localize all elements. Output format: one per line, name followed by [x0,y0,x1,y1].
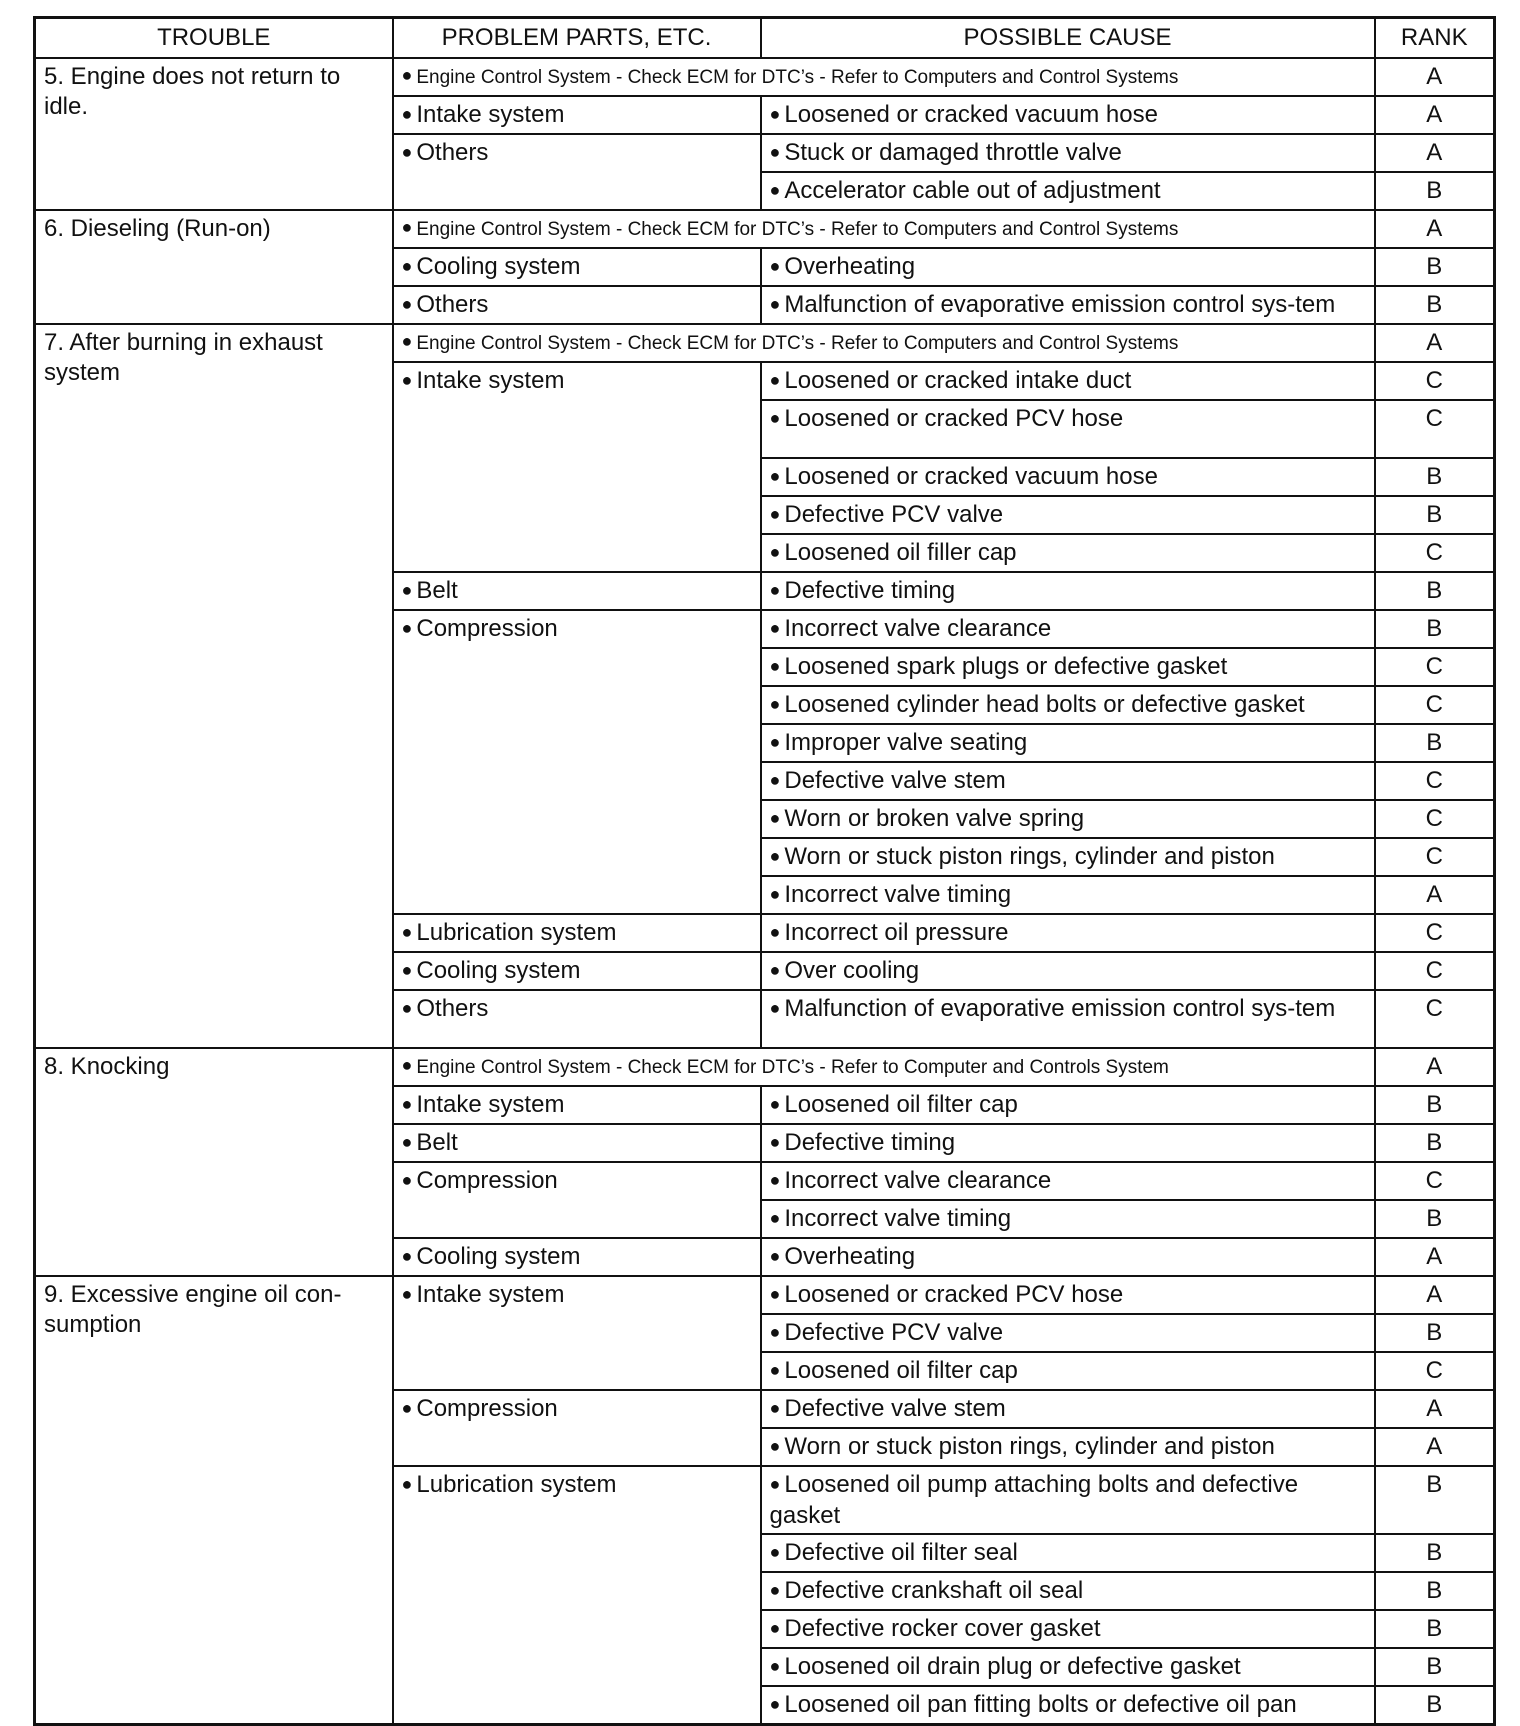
bullet-icon: ● [769,884,781,904]
rank-cell: B [1375,248,1495,286]
rank-cell: A [1375,876,1495,914]
cell-text: Belt [416,1129,458,1156]
rank-cell: B [1375,286,1495,324]
bullet-icon: ● [769,580,781,600]
bullet-icon: ● [401,618,413,638]
cell-text: Defective valve stem [784,767,1006,794]
rank-cell: A [1375,96,1495,134]
bullet-icon: ● [769,1618,781,1638]
cell-text: Others [416,995,489,1022]
possible-cause-cell [761,286,1375,324]
problem-part-cell [393,1086,761,1124]
bullet-icon: ● [769,1436,781,1456]
rank-cell: A [1375,1048,1495,1086]
bullet-icon: ● [769,770,781,790]
rank-cell: C [1375,400,1495,458]
cell-text: Loosened or cracked PCV hose [784,1281,1124,1308]
rank-cell: A [1375,1428,1495,1466]
cell-text: Belt [416,577,458,604]
rank-cell: B [1375,724,1495,762]
possible-cause-cell [761,952,1375,990]
possible-cause-cell [761,172,1375,210]
bullet-icon: ● [769,180,781,200]
bullet-icon: ● [769,694,781,714]
cell-text: Engine Control System - Check ECM for DTC’s - Refer to Computers and Control Systems [416,219,1179,240]
cell-text: Defective PCV valve [784,1319,1004,1346]
cell-text: Accelerator cable out of adjustment [784,177,1161,204]
bullet-icon: ● [769,1094,781,1114]
bullet-icon: ● [769,1208,781,1228]
rank-cell: C [1375,1352,1495,1390]
problem-part-cell [393,248,761,286]
problem-part-cell [393,572,761,610]
bullet-icon: ● [401,1170,413,1190]
bullet-icon: ● [769,142,781,162]
cell-text: Cooling system [416,957,581,984]
bullet-icon: ● [401,217,413,237]
possible-cause-cell [761,362,1375,400]
bullet-icon: ● [769,1474,781,1494]
rank-cell: B [1375,1314,1495,1352]
bullet-icon: ● [769,998,781,1018]
cell-text: Intake system [416,1091,565,1118]
bullet-icon: ● [769,1246,781,1266]
cell-text: Loosened or cracked vacuum hose [784,101,1158,128]
cell-text: Loosened cylinder head bolts or defective gasket [784,691,1305,718]
cell-text: Defective rocker cover gasket [784,1615,1101,1642]
bullet-icon: ● [769,542,781,562]
rank-cell: C [1375,362,1495,400]
problem-part-cell [393,1124,761,1162]
rank-cell: B [1375,1686,1495,1725]
ecm-cell [393,58,1375,96]
bullet-icon: ● [769,618,781,638]
bullet-icon: ● [401,142,413,162]
bullet-icon: ● [769,256,781,276]
cell-text: Loosened or cracked vacuum hose [784,463,1158,490]
rank-cell: B [1375,1572,1495,1610]
table-row [35,1276,1495,1314]
possible-cause-cell [761,1200,1375,1238]
bullet-icon: ● [769,656,781,676]
cell-text: Worn or stuck piston rings, cylinder and piston [784,843,1275,870]
possible-cause-cell [761,400,1375,458]
rank-cell: B [1375,172,1495,210]
bullet-icon: ● [769,1398,781,1418]
rank-cell: C [1375,686,1495,724]
rank-cell: A [1375,134,1495,172]
possible-cause-cell [761,724,1375,762]
bullet-icon: ● [769,504,781,524]
bullet-icon: ● [401,1094,413,1114]
cell-text: Loosened oil filter cap [784,1091,1018,1118]
rank-cell: A [1375,210,1495,248]
problem-part-cell [393,610,761,914]
bullet-icon: ● [401,65,413,85]
rank-cell: A [1375,1390,1495,1428]
bullet-icon: ● [401,1132,413,1152]
possible-cause-cell [761,496,1375,534]
cell-text: Incorrect valve timing [784,881,1012,908]
cell-text: Others [416,291,489,318]
possible-cause-cell [761,1162,1375,1200]
cell-text: Intake system [416,1281,565,1308]
bullet-icon: ● [769,1170,781,1190]
header-row [35,18,1495,59]
bullet-icon: ● [401,1474,413,1494]
bullet-icon: ● [401,998,413,1018]
bullet-icon: ● [401,256,413,276]
rank-cell: C [1375,838,1495,876]
cell-text: Incorrect valve clearance [784,1167,1052,1194]
possible-cause-cell [761,1352,1375,1390]
bullet-icon: ● [769,408,781,428]
possible-cause-cell [761,1238,1375,1276]
bullet-icon: ● [769,960,781,980]
cell-text: Defective PCV valve [784,501,1004,528]
possible-cause-cell [761,1534,1375,1572]
cell-text: Loosened oil filler cap [784,539,1017,566]
possible-cause-cell [761,1610,1375,1648]
cell-text: Cooling system [416,253,581,280]
possible-cause-cell [761,648,1375,686]
bullet-icon: ● [401,294,413,314]
rank-cell: C [1375,952,1495,990]
bullet-icon: ● [401,1284,413,1304]
cell-text: Worn or broken valve spring [784,805,1085,832]
possible-cause-cell [761,1648,1375,1686]
bullet-icon: ● [401,960,413,980]
possible-cause-cell [761,1314,1375,1352]
rank-cell: A [1375,1238,1495,1276]
possible-cause-cell [761,1572,1375,1610]
bullet-icon: ● [769,370,781,390]
cell-text: Incorrect oil pressure [784,919,1009,946]
cell-text: Defective timing [784,1129,956,1156]
possible-cause-cell [761,134,1375,172]
problem-part-cell [393,362,761,572]
cell-text: Incorrect valve clearance [784,615,1052,642]
trouble-cell: 9. Excessive engine oil con-sumption [35,1276,393,1725]
rank-cell: C [1375,762,1495,800]
problem-part-cell [393,1238,761,1276]
trouble-cell: 8. Knocking [35,1048,393,1276]
rank-cell: B [1375,458,1495,496]
bullet-icon: ● [401,922,413,942]
possible-cause-cell [761,248,1375,286]
bullet-icon: ● [769,732,781,752]
cell-text: Malfunction of evaporative emission control sys-tem [784,995,1336,1022]
ecm-cell [393,210,1375,248]
possible-cause-cell [761,1428,1375,1466]
possible-cause-cell [761,800,1375,838]
bullet-icon: ● [401,1246,413,1266]
cell-text: Compression [416,1395,558,1422]
possible-cause-cell [761,990,1375,1048]
bullet-icon: ● [769,808,781,828]
possible-cause-cell [761,1466,1375,1534]
bullet-icon: ● [769,1360,781,1380]
problem-part-cell [393,96,761,134]
cell-text: Lubrication system [416,1471,617,1498]
ecm-cell [393,324,1375,362]
table-row [35,58,1495,96]
problem-part-cell [393,1466,761,1725]
rank-cell: B [1375,1086,1495,1124]
rank-cell: B [1375,1648,1495,1686]
problem-part-cell [393,134,761,210]
rank-cell: C [1375,914,1495,952]
rank-cell: B [1375,1534,1495,1572]
possible-cause-cell [761,96,1375,134]
bullet-icon: ● [401,1055,413,1075]
problem-part-cell [393,1162,761,1238]
bullet-icon: ● [401,370,413,390]
cell-text: Engine Control System - Check ECM for DTC’s - Refer to Computer and Controls System [416,1057,1169,1078]
table-body [35,58,1495,1725]
rank-cell: C [1375,990,1495,1048]
possible-cause-cell [761,1086,1375,1124]
possible-cause-cell [761,1276,1375,1314]
bullet-icon: ● [401,1398,413,1418]
rank-cell: B [1375,572,1495,610]
possible-cause-cell [761,876,1375,914]
cell-text: Lubrication system [416,919,617,946]
cell-text: Loosened or cracked intake duct [784,367,1132,394]
cell-text: Incorrect valve timing [784,1205,1012,1232]
bullet-icon: ● [769,104,781,124]
cell-text: Loosened oil pan fitting bolts or defective oil pan [784,1691,1297,1718]
header-trouble: TROUBLE [35,18,393,59]
cell-text: Compression [416,1167,558,1194]
cell-text: Engine Control System - Check ECM for DTC’s - Refer to Computers and Control Systems [416,333,1179,354]
cell-text: Others [416,139,489,166]
header-rank: RANK [1375,18,1495,59]
cell-text: Intake system [416,101,565,128]
possible-cause-cell [761,458,1375,496]
possible-cause-cell [761,762,1375,800]
cell-text: Improper valve seating [784,729,1028,756]
rank-cell: A [1375,324,1495,362]
rank-cell: A [1375,58,1495,96]
possible-cause-cell [761,572,1375,610]
rank-cell: C [1375,1162,1495,1200]
bullet-icon: ● [769,1580,781,1600]
table-row [35,1048,1495,1086]
rank-cell: A [1375,1276,1495,1314]
cell-text: Defective valve stem [784,1395,1006,1422]
bullet-icon: ● [401,104,413,124]
rank-cell: B [1375,496,1495,534]
cell-text: Malfunction of evaporative emission control sys-tem [784,291,1336,318]
problem-part-cell [393,286,761,324]
cell-text: Over cooling [784,957,920,984]
cell-text: Overheating [784,1243,916,1270]
rank-cell: C [1375,534,1495,572]
cell-text: Engine Control System - Check ECM for DTC’s - Refer to Computers and Control Systems [416,67,1179,88]
rank-cell: B [1375,1610,1495,1648]
trouble-cell: 7. After burning in exhaust system [35,324,393,1048]
bullet-icon: ● [769,466,781,486]
bullet-icon: ● [401,331,413,351]
possible-cause-cell [761,1390,1375,1428]
cell-text: Defective crankshaft oil seal [784,1577,1084,1604]
troubleshooting-table [33,16,1496,1726]
bullet-icon: ● [769,922,781,942]
rank-cell: C [1375,648,1495,686]
trouble-cell: 6. Dieseling (Run-on) [35,210,393,324]
problem-part-cell [393,914,761,952]
cell-text: Loosened or cracked PCV hose [784,405,1124,432]
table-row [35,324,1495,362]
header-possible-cause: POSSIBLE CAUSE [761,18,1375,59]
bullet-icon: ● [769,846,781,866]
problem-part-cell [393,1276,761,1390]
problem-part-cell [393,1390,761,1466]
bullet-icon: ● [769,1656,781,1676]
cell-text: Defective oil filter seal [784,1539,1018,1566]
cell-text: Loosened spark plugs or defective gasket [784,653,1228,680]
possible-cause-cell [761,1686,1375,1725]
cell-text: Compression [416,615,558,642]
possible-cause-cell [761,686,1375,724]
ecm-cell [393,1048,1375,1086]
cell-text: Cooling system [416,1243,581,1270]
bullet-icon: ● [769,294,781,314]
cell-text: Loosened oil drain plug or defective gasket [784,1653,1241,1680]
bullet-icon: ● [769,1284,781,1304]
rank-cell: B [1375,610,1495,648]
rank-cell: B [1375,1124,1495,1162]
cell-text: Overheating [784,253,916,280]
cell-text: Worn or stuck piston rings, cylinder and piston [784,1433,1275,1460]
rank-cell: C [1375,800,1495,838]
cell-text: Loosened oil filter cap [784,1357,1018,1384]
rank-cell: B [1375,1466,1495,1534]
cell-text: Defective timing [784,577,956,604]
cell-text: Intake system [416,367,565,394]
cell-text: Stuck or damaged throttle valve [784,139,1122,166]
cell-text: Loosened oil pump attaching bolts and defective gasket [769,1471,1299,1529]
possible-cause-cell [761,838,1375,876]
possible-cause-cell [761,610,1375,648]
bullet-icon: ● [769,1132,781,1152]
rank-cell: B [1375,1200,1495,1238]
table-row [35,210,1495,248]
possible-cause-cell [761,534,1375,572]
header-problem-parts: PROBLEM PARTS, ETC. [393,18,761,59]
bullet-icon: ● [769,1322,781,1342]
bullet-icon: ● [401,580,413,600]
problem-part-cell [393,990,761,1048]
possible-cause-cell [761,914,1375,952]
bullet-icon: ● [769,1542,781,1562]
bullet-icon: ● [769,1694,781,1714]
problem-part-cell [393,952,761,990]
trouble-cell: 5. Engine does not return to idle. [35,58,393,210]
possible-cause-cell [761,1124,1375,1162]
